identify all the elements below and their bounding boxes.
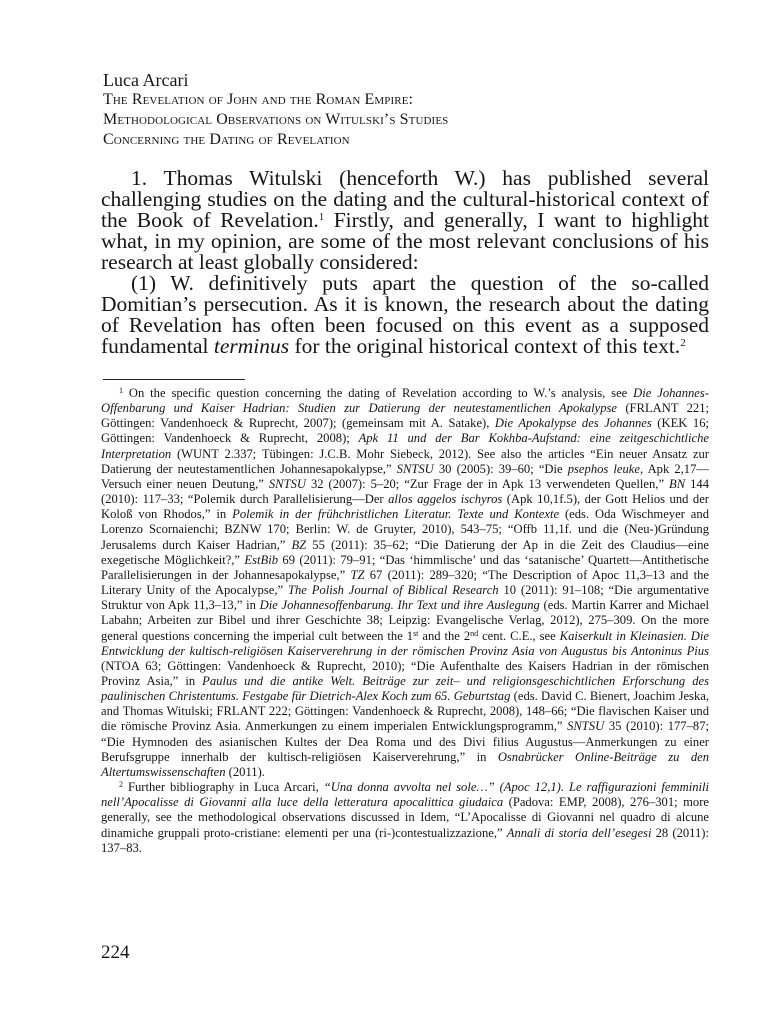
footnote-ref-1[interactable]: 1 — [318, 211, 325, 223]
paragraph-1: 1. Thomas Witulski (henceforth W.) has published several challenging studies on the dating and the cultural-historical context of the Book of Revelation.$^1$ Firstly, and generally, I want to highlight what, in my opinion, are some of the most relevant conclusions of his research at least globally considered: — [101, 166, 710, 274]
author-name: Luca Arcari — [103, 70, 189, 90]
page-number: 224 — [101, 942, 130, 963]
article-title-line-1: The Revelation of John and the Roman Empire: — [103, 91, 414, 108]
footnote-2: $^2$ Further bibliography in Luca Arcari, “Una donna avvolta nel sole…” (Apoc 12,1). Le raffigurazioni femminili nell’Apocalisse di Giovanni alla luce della letteratura apocalittica giudaica (Padova: EMP, 2008), 276–301; more generally, see the methodological observations discussed in Idem, “L’Apocalisse di Giovanni nel quadro di alcune dinamiche gruppali proto-cristiane: elementi per una (ri-)contestualizzazione,” Annali di storia dell’esegesi 28 (2011): 137–83. — [101, 780, 710, 855]
footnotes — [101, 386, 709, 856]
footnote-ref-2[interactable]: 2 — [680, 337, 686, 349]
footnote-marker-2: 2 — [119, 780, 123, 790]
article-title-line-2: Methodological Observations on Witulski’s Studies — [103, 111, 449, 128]
paragraph-2: (1) W. definitively puts apart the question of the so-called Domitian’s persecution. As it is known, the research about the dating of Revelation has often been focused on this event as a supposed fundamental terminus for the original historical context of this text.$^2$ — [101, 271, 709, 358]
article-title-line-3: Concerning the Dating of Revelation — [103, 131, 350, 148]
main-text — [101, 168, 709, 357]
footnote-1: $^1$ On the specific question concerning the dating of Revelation according to W.’s analysis, see Die Johannes-Offenbarung und Kaiser Hadrian: Studien zur Datierung der neutestamentlichen Apokalypse (FRLANT 221; Göttingen: Vandenhoeck & Ruprecht, 2007); (gemeinsam mit A. Satake), Die Apokalypse des Johannes (KEK 16; Göttingen: Vandenhoeck & Ruprecht, 2008); Apk 11 und der Bar Kokhba-Aufstand: eine zeitgeschichtliche Interpretation (WUNT 2.337; Tübingen: J.C.B. Mohr Siebeck, 2012). See also the articles “Ein neuer Ansatz zur Datierung der neutestamentlichen Johannesapokalypse,” SNTSU 30 (2005): 39–60; “Die psephos leuke, Apk 2,17—Versuch einer neuen Deutung,” SNTSU 32 (2007): 5–20; “Zur Frage der in Apk 13 verwendeten Quellen,” BN 144 (2010): 117–33; “Polemik durch Parallelisierung—Der allos aggelos ischyros (Apk 10,1f.5), der Gott Helios und der Koloß von Rhodos,” in Polemik in der frühchristlichen Literatur. Texte und Kontexte (eds. Oda Wischmeyer and Lorenzo Scornaienchi; BZNW 170; Berlin: W. de Gruyter, 2010), 543–75; “Offb 11,1f. und die (Neu-)Gründung Jerusalems durch Kaiser Hadrian,” BZ 55 (2011): 35–62; “Die Datierung der Ap in die Zeit des Claudius—eine exegetische Möglichkeit?,” EstBib 69 (2011): 79–91; “Das ‘himmlische’ und das ‘satanische’ Quartett—Antithetische Parallelisierungen in der Johannesapokalypse,” TZ 67 (2011): 289–320; “The Description of Apoc 11,3–13 and the Literary Unity of the Apocalypse,” The Polish Journal of Biblical Research 10 (2011): 91–108; “Die argumentative Struktur von Apk 11,3–13,” in Die Johannesoffenbarung. Ihr Text und ihre Auslegung (eds. Martin Karrer and Michael Labahn; Arbeiten zur Bibel und ihrer Geschichte 38; Leipzig: Evangelische Verlag, 2012), 275–309. On the more general questions concerning the imperial cult between the 1st and the 2nd cent. C.E., see Kaiserkult in Kleinasien. Die Entwicklung der kultisch-religiösen Kaiserverehrung in der römischen Provinz Asia von Augustus bis Antoninus Pius (NTOA 63; Göttingen: Vandenhoeck & Ruprecht, 2010); “Die Aufenthalte des Kaisers Hadrian in der römischen Provinz Asia,” in Paulus und die antike Welt. Beiträge zur zeit– und religionsgeschichtlichen Erforschung des paulinischen Christentums. Festgabe für Dietrich-Alex Koch zum 65. Geburtstag (eds. David C. Bienert, Joachim Jeska, and Thomas Witulski; FRLANT 222; Göttingen: Vandenhoeck & Ruprecht, 2008), 148–66; “Die flavischen Kaiser und die römische Provinz Asia. Anmerkungen zu einem imperialen Entwicklungsprogramm,” SNTSU 35 (2010): 177–87; “Die Hymnoden des asianischen Kultes der Dea Roma und des Divi filius Augustus—Anmerkungen zu einer Berufsgruppe innerhalb der kultisch-religiösen Kaiserverehrung,” in Osnabrücker Online-Beiträge zu den Altertumswissenschaften (2011). — [101, 386, 710, 779]
article-header — [103, 70, 713, 150]
footnote-separator — [103, 379, 245, 380]
footnote-marker-1: 1 — [119, 386, 123, 395]
